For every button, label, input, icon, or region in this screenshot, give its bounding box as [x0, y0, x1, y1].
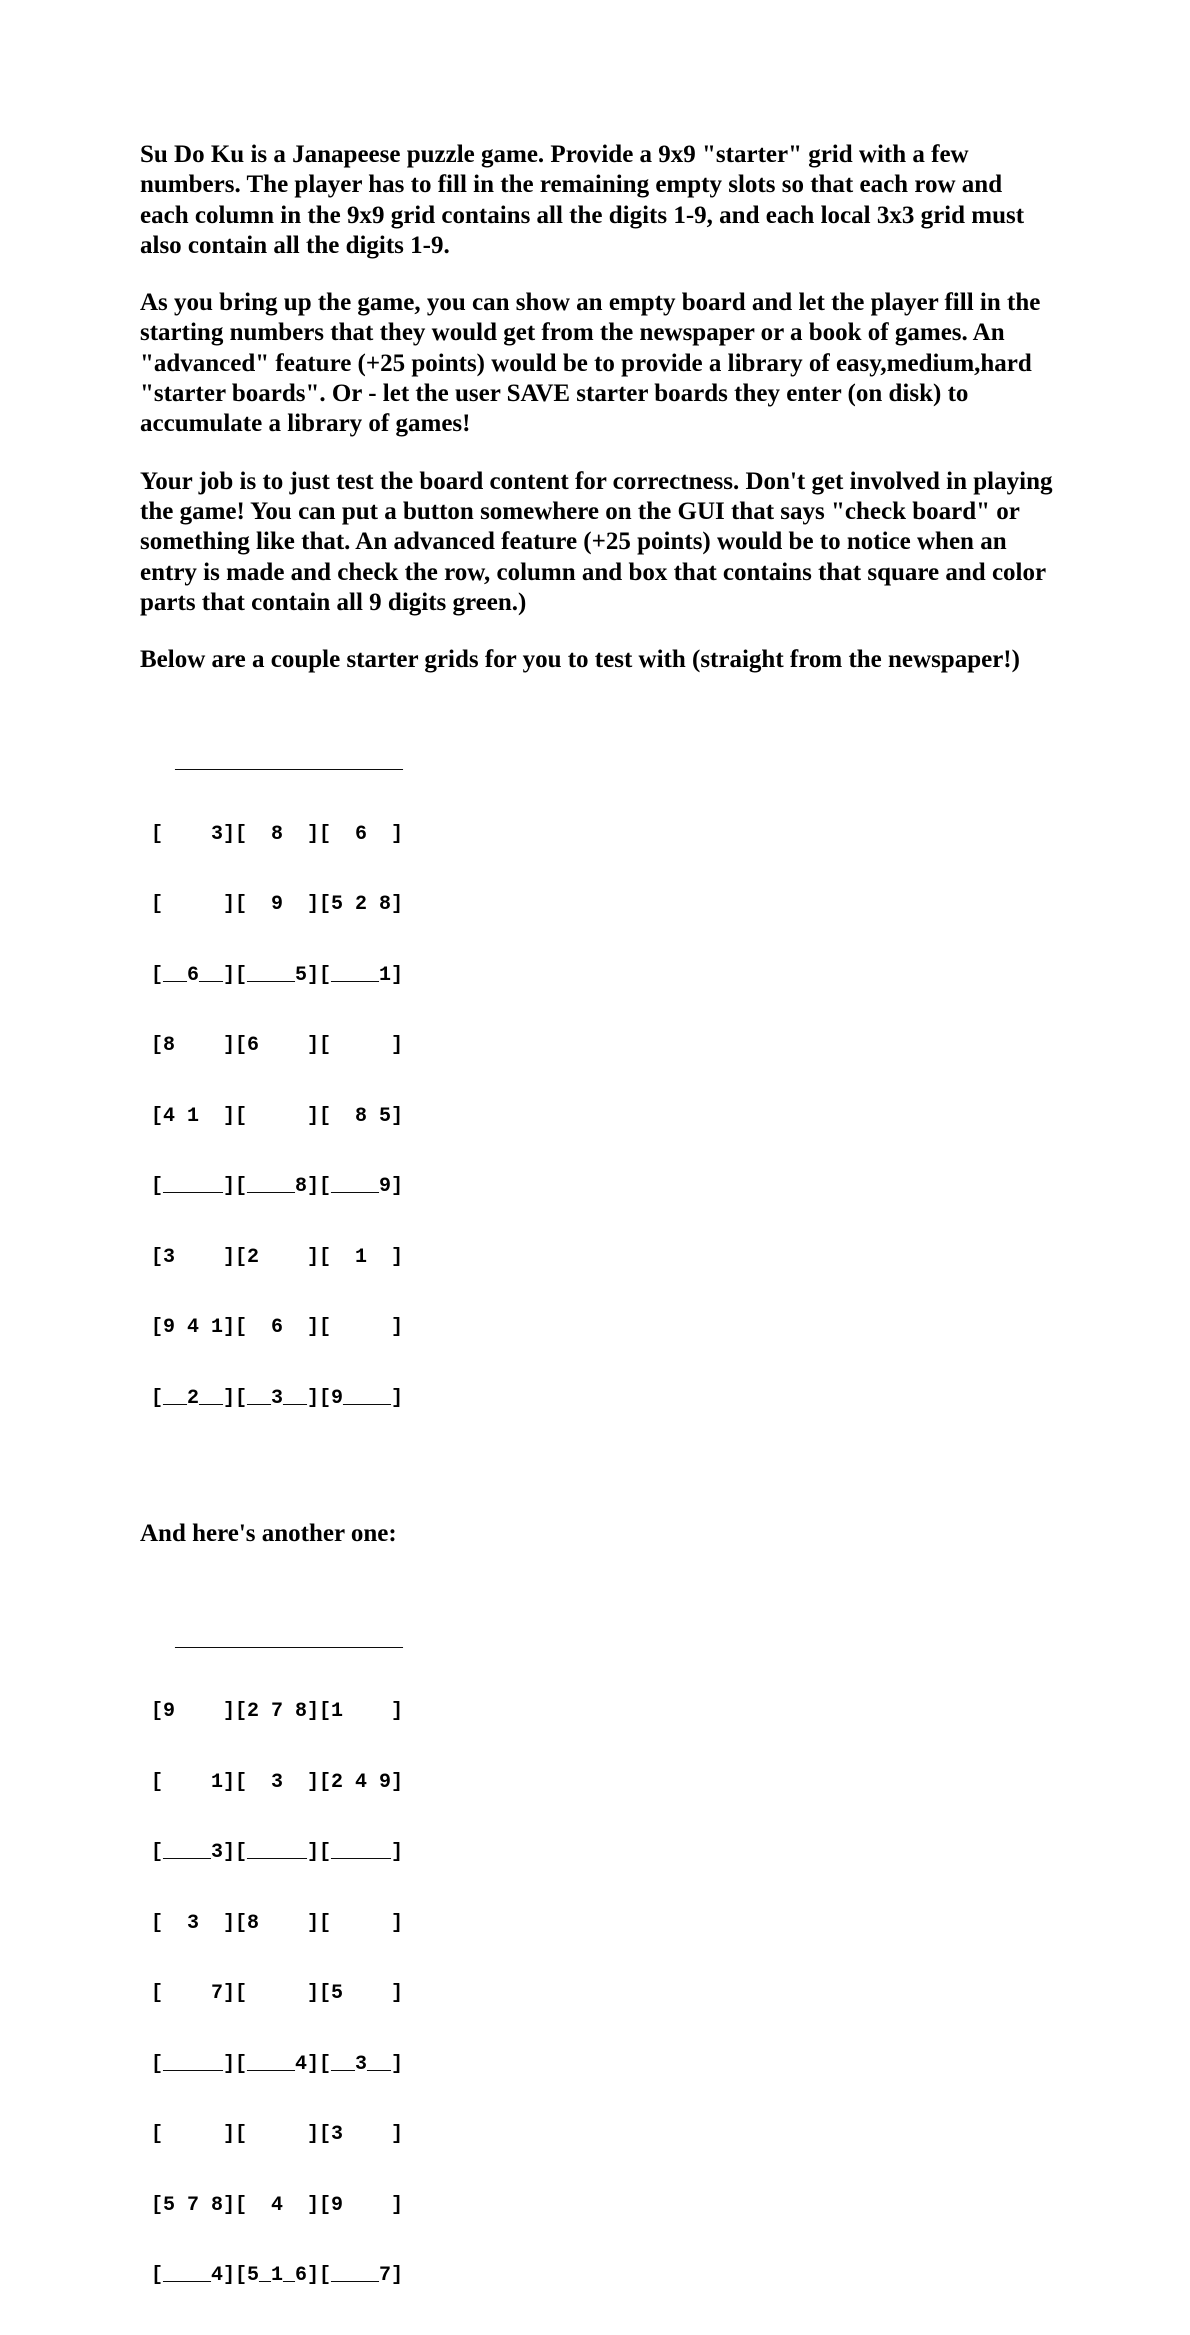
- setup-paragraph: As you bring up the game, you can show an empty board and let the player fill in the starting numbers that they would get from the newspaper or a book of games. An "advanced" feature (+25 points) would be to provide a library of easy,medium,hard "starter boards". Or - let the user SAVE starter boards they enter (on disk) to accumulate a library of games!: [140, 289, 1041, 438]
- grid-row: [_____][____8][____9]: [151, 1175, 404, 1199]
- grid-row: [ 3][ 8 ][ 6 ]: [151, 822, 404, 846]
- intro-paragraph: Su Do Ku is a Janapeese puzzle game. Provide a 9x9 "starter" grid with a few numbers. The player has to fill in the remaining empty slots so that each row and each column in the 9x9 grid contains all the digits 1-9, and each local 3x3 grid must also contain all the digits 1-9.: [140, 141, 1025, 259]
- grid-row: [_____][____4][__3__]: [151, 2052, 404, 2076]
- grid-row: [____3][_____][_____]: [151, 1841, 404, 1865]
- grid-row: [4 1 ][ ][ 8 5]: [151, 1104, 404, 1128]
- another-grid-paragraph: And here's another one:: [140, 1520, 397, 1548]
- grid-row: [ 1][ 3 ][2 4 9]: [151, 1770, 404, 1794]
- grid-row: [____4][5_1_6][____7]: [151, 2264, 404, 2288]
- grid-row: [ 3 ][8 ][ ]: [151, 1911, 404, 1935]
- grid-row: [5 7 8][ 4 ][9 ]: [151, 2193, 404, 2217]
- grid-row: [__6__][____5][____1]: [151, 963, 404, 987]
- grid-top-border: ___________________: [151, 752, 404, 776]
- starter-grid-1: [140, 705, 1055, 1457]
- grid-row: [3 ][2 ][ 1 ]: [151, 1245, 404, 1269]
- starter-grid-2: [140, 1583, 1055, 2335]
- grid-top-border: ___________________: [151, 1629, 404, 1653]
- grid-row: [8 ][6 ][ ]: [151, 1034, 404, 1058]
- grid-row: [ 7][ ][5 ]: [151, 1982, 404, 2006]
- grid-row: [9 4 1][ 6 ][ ]: [151, 1316, 404, 1340]
- task-paragraph: Your job is to just test the board content for correctness. Don't get involved in playing the game! You can put a button somewhere on the GUI that says "check board" or something like that. An advanced feature (+25 points) would be to notice when an entry is made and check the row, column and box that contains that square and color parts that contain all 9 digits green.): [140, 467, 1053, 616]
- grid-row: [__2__][__3__][9____]: [151, 1386, 404, 1410]
- grid-row: [9 ][2 7 8][1 ]: [151, 1700, 404, 1724]
- grids-intro-paragraph: Below are a couple starter grids for you to test with (straight from the newspaper!): [140, 646, 1020, 674]
- document-body: [140, 140, 1055, 2335]
- grid-row: [ ][ ][3 ]: [151, 2123, 404, 2147]
- grid-row: [ ][ 9 ][5 2 8]: [151, 893, 404, 917]
